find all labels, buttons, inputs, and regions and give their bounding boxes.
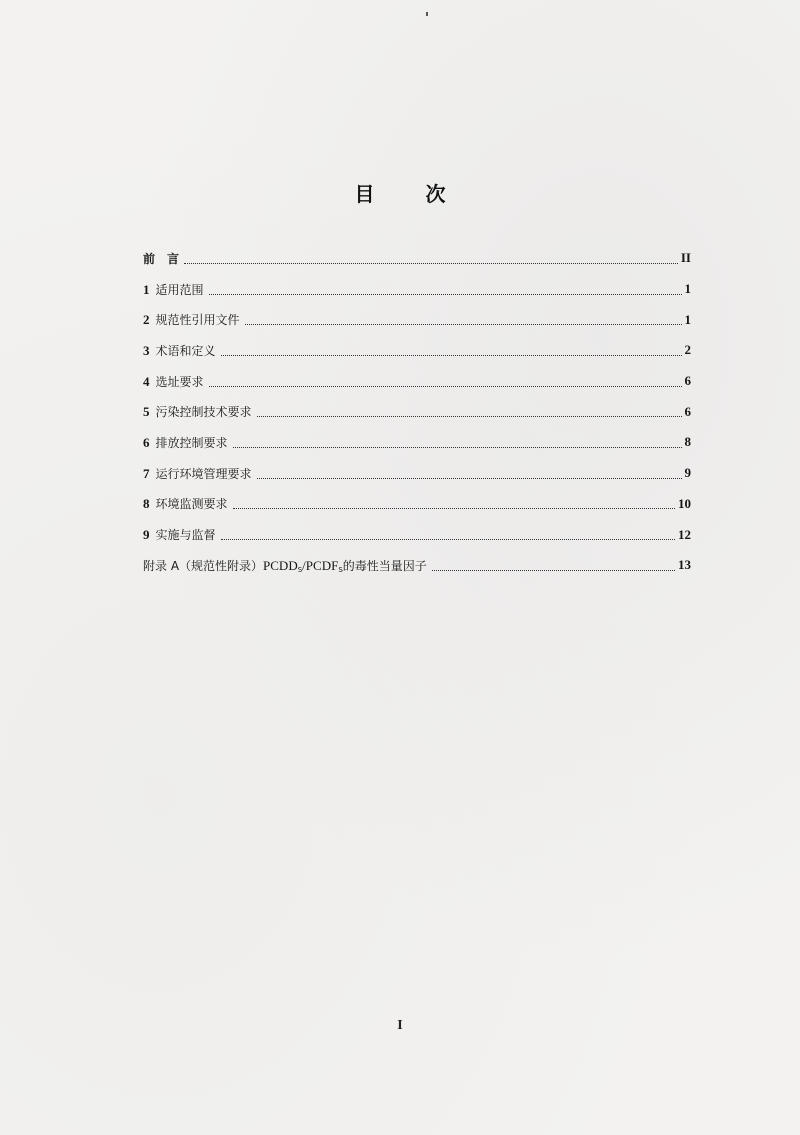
- toc-section-number: 3: [143, 342, 150, 358]
- toc-entry-8[interactable]: [143, 489, 691, 520]
- toc-entry-6[interactable]: [143, 427, 691, 458]
- toc-page-number: 6: [684, 373, 691, 389]
- toc-entry-title: 术语和定义: [155, 343, 216, 358]
- toc-entry-label: [143, 526, 218, 543]
- toc-page-number: 12: [678, 526, 691, 542]
- toc-entry-label: [143, 311, 242, 328]
- toc-entry-label: [143, 403, 254, 420]
- toc-entry-label: [143, 342, 218, 359]
- toc-dot-leader: [221, 527, 675, 540]
- toc-page-number: 1: [684, 311, 691, 327]
- appendix-suffix: 的毒性当量因子: [342, 558, 427, 573]
- toc-section-number: 1: [143, 281, 150, 297]
- toc-dot-leader: [257, 466, 682, 479]
- toc-entry-foreword[interactable]: [143, 243, 691, 274]
- toc-entry-label: [143, 281, 206, 298]
- toc-entry-title: 选址要求: [155, 374, 204, 389]
- toc-page-number: 10: [678, 495, 691, 511]
- toc-entry-appendix-a[interactable]: [143, 550, 691, 581]
- toc-dot-leader: [233, 435, 682, 448]
- toc-dot-leader: [221, 343, 682, 356]
- toc-dot-leader: [245, 312, 682, 325]
- toc-page-number: II: [680, 250, 691, 266]
- page-title: 目 次: [354, 182, 468, 206]
- toc-page-number: 2: [684, 342, 691, 358]
- toc-entry-title: 环境监测要求: [155, 497, 228, 512]
- toc-entry-title: 运行环境管理要求: [155, 466, 252, 481]
- toc-page-number: 9: [684, 465, 691, 481]
- toc-entry-title: 适用范围: [155, 282, 204, 297]
- toc-dot-leader: [257, 404, 682, 417]
- toc-entry-title: 污染控制技术要求: [155, 405, 252, 420]
- toc-page-number: 1: [684, 281, 691, 297]
- toc-entry-9[interactable]: [143, 519, 691, 550]
- toc-entry-7[interactable]: [143, 458, 691, 489]
- toc-page-number: 13: [678, 557, 691, 573]
- toc-entry-title: 实施与监督: [155, 528, 216, 543]
- appendix-prefix: 附录 A（规范性附录）: [143, 558, 264, 573]
- toc-section-number: 9: [143, 527, 150, 543]
- toc-section-number: 6: [143, 434, 150, 450]
- toc-entry-label: [143, 250, 181, 267]
- toc-dot-leader: [209, 282, 682, 295]
- appendix-slash: /: [302, 557, 306, 573]
- toc-section-number: 4: [143, 373, 150, 389]
- toc-section-number: 2: [143, 312, 150, 328]
- toc-entry-label: [143, 465, 254, 482]
- toc-page-number: 6: [684, 403, 691, 419]
- table-of-contents: [143, 243, 691, 581]
- toc-entry-1[interactable]: [143, 274, 691, 305]
- toc-entry-4[interactable]: [143, 366, 691, 397]
- toc-section-number: 5: [143, 404, 150, 420]
- page-number: I: [397, 1018, 403, 1033]
- toc-entry-2[interactable]: [143, 304, 691, 335]
- scan-speck: [426, 12, 428, 16]
- appendix-pcdf: PCDF: [305, 557, 339, 573]
- toc-entry-label: [143, 557, 429, 574]
- appendix-pcdd-subscript: S: [297, 565, 303, 574]
- toc-entry-3[interactable]: [143, 335, 691, 366]
- appendix-pcdf-subscript: S: [338, 565, 343, 574]
- toc-entry-title: 前 言: [143, 251, 180, 266]
- toc-entry-title: 规范性引用文件: [155, 313, 240, 328]
- appendix-pcdd: PCDD: [263, 557, 298, 573]
- toc-dot-leader: [233, 496, 675, 509]
- toc-entry-5[interactable]: [143, 396, 691, 427]
- toc-dot-leader: [209, 374, 682, 387]
- toc-entry-label: [143, 495, 230, 512]
- toc-entry-title: 排放控制要求: [155, 435, 228, 450]
- toc-dot-leader: [432, 558, 675, 571]
- toc-entry-label: [143, 373, 206, 390]
- toc-dot-leader: [184, 251, 678, 264]
- toc-entry-label: [143, 434, 230, 451]
- toc-section-number: 7: [143, 465, 150, 481]
- toc-page-number: 8: [684, 434, 691, 450]
- toc-section-number: 8: [143, 496, 150, 512]
